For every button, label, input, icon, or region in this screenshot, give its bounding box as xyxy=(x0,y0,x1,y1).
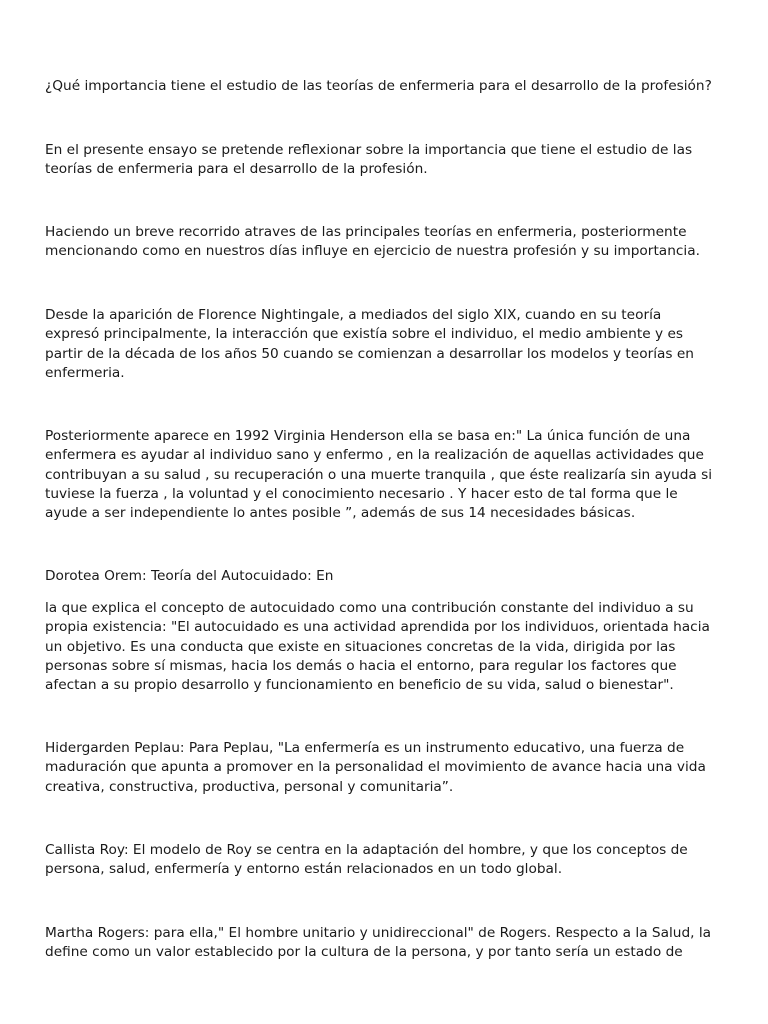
text-line: Haciendo un breve recorrido atraves de las principales teorías en enfermeria, posteriormente xyxy=(45,224,687,240)
text-line: expresó principalmente, la interacción que existía sobre el individuo, el medio ambiente y es xyxy=(45,326,683,343)
text-line: En el presente ensayo se pretende reflexionar sobre la importancia que tiene el estudio de las xyxy=(45,142,693,158)
text-line: propia existencia: "El autocuidado es una actividad aprendida por los individuos, orientada hacia xyxy=(45,619,710,636)
text-line: la que explica el concepto de autocuidado como una contribución constante del individuo a su xyxy=(45,600,694,616)
overview-paragraph xyxy=(45,223,728,262)
text-line: Posteriormente aparece en 1992 Virginia Henderson ella se basa en:" La única función de una xyxy=(45,428,691,444)
text-line: un objetivo. Es una conducta que existe en situaciones concretas de la vida, dirigida por las xyxy=(45,638,676,655)
text-line: partir de la década de los años 50 cuando se comienzan a desarrollar los modelos y teorías en xyxy=(45,345,694,362)
orem-heading xyxy=(45,567,728,586)
text-line: Martha Rogers: para ella," El hombre unitario y unidireccional" de Rogers. Respecto a la Salud, la xyxy=(45,925,712,941)
rogers-paragraph xyxy=(45,924,728,963)
text-line: afectan a su propio desarrollo y funcionamiento en beneficio de su vida, salud o bienestar". xyxy=(45,677,674,694)
text-line: Desde la aparición de Florence Nightingale, a mediados del siglo XIX, cuando en su teoría xyxy=(45,307,662,323)
text-line: contribuyan a su salud , su recuperación o una muerte tranquila , que éste realizaría sin ayuda si xyxy=(45,466,713,483)
text-line: tuviese la fuerza , la voluntad y el conocimiento necesario . Y hacer esto de tal forma que le xyxy=(45,485,678,502)
text-line: Dorotea Orem: Teoría del Autocuidado: En xyxy=(45,568,334,584)
orem-paragraph xyxy=(45,599,728,695)
text-line: ayude a ser independiente lo antes posible ”, además de sus 14 necesidades básicas. xyxy=(45,505,636,522)
text-line: enfermeria. xyxy=(45,364,125,381)
nightingale-paragraph xyxy=(45,306,728,383)
text-line: mencionando como en nuestros días influye en ejercicio de nuestra profesión y su importancia. xyxy=(45,243,700,260)
peplau-paragraph xyxy=(45,739,728,797)
intro-paragraph xyxy=(45,141,728,180)
text-line: define como un valor establecido por la cultura de la persona, y por tanto sería un estado de xyxy=(45,944,683,961)
text-line: maduración que apunta a promover en la personalidad el movimiento de avance hacia una vida xyxy=(45,759,706,776)
text-line: persona, salud, enfermería y entorno están relacionados en un todo global. xyxy=(45,861,563,878)
text-line: ¿Qué importancia tiene el estudio de las teorías de enfermeria para el desarrollo de la profesión? xyxy=(45,78,712,94)
text-line: Callista Roy: El modelo de Roy se centra en la adaptación del hombre, y que los conceptos de xyxy=(45,842,688,858)
text-line: Hidergarden Peplau: Para Peplau, "La enfermería es un instrumento educativo, una fuerza de xyxy=(45,740,685,756)
text-line: teorías de enfermeria para el desarrollo de la profesión. xyxy=(45,161,428,178)
henderson-paragraph xyxy=(45,427,728,523)
text-line: enfermera es ayudar al individuo sano y enfermo , en la realización de aquellas actividades que xyxy=(45,447,704,464)
roy-paragraph xyxy=(45,841,728,880)
text-line: personas sobre sí mismas, hacia los demás o hacia el entorno, para regular los factores que xyxy=(45,657,677,674)
question-heading xyxy=(45,77,728,96)
text-line: creativa, constructiva, productiva, personal y comunitaria”. xyxy=(45,778,454,795)
